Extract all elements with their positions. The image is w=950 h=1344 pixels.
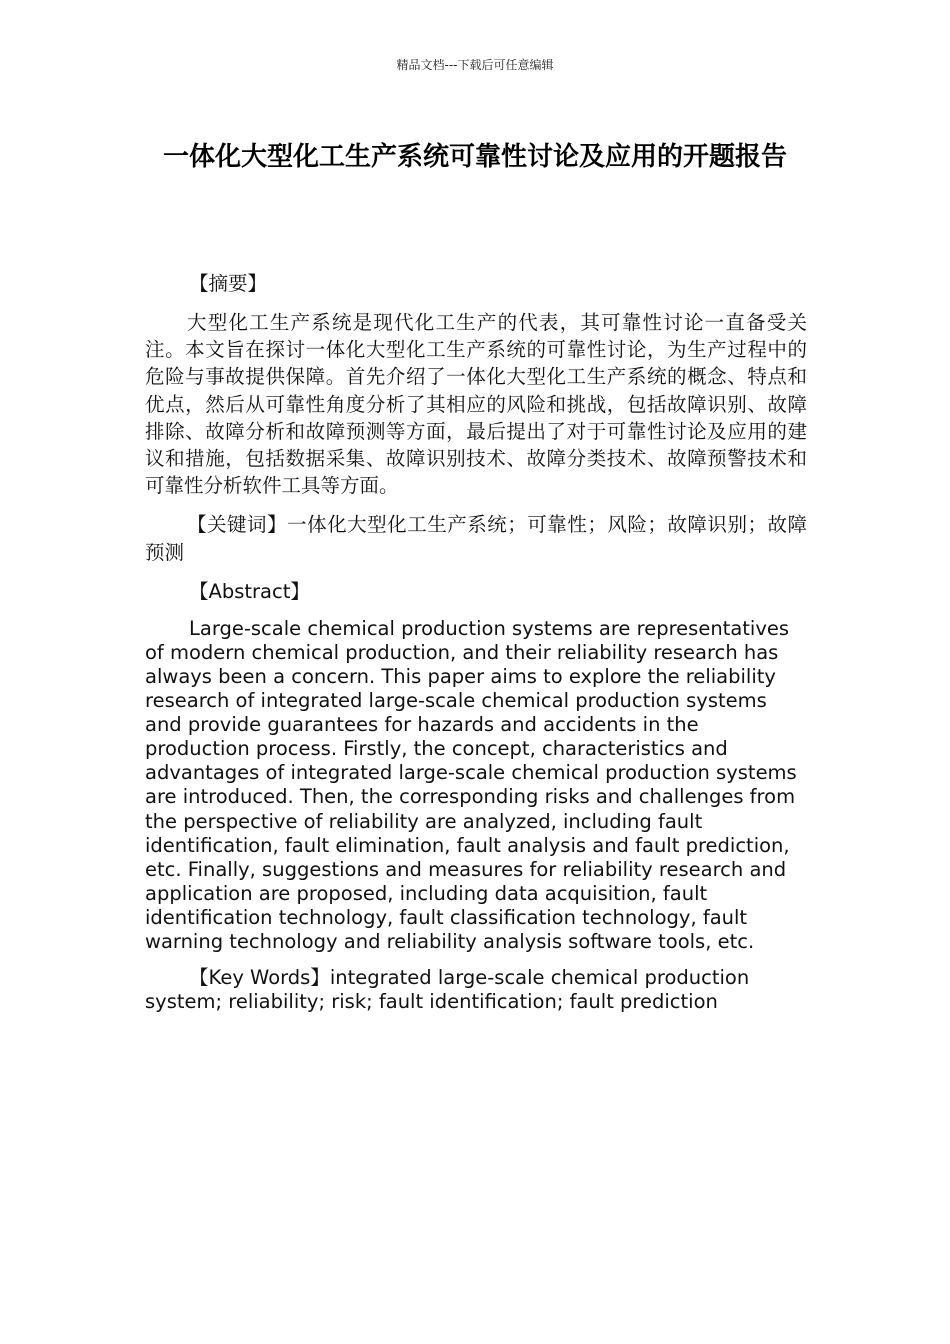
document-title: 一体化大型化工生产系统可靠性讨论及应用的开题报告 <box>162 142 787 172</box>
abstract-cn-heading: 【摘要】 <box>189 272 268 295</box>
keywords-cn <box>145 511 807 565</box>
keywords-en-label: 【Key Words】 <box>189 966 330 990</box>
keywords-cn-label: 【关键词】 <box>187 513 288 537</box>
keywords-cn-text: 一体化大型化工生产系统；可靠性；风险；故障识别；故障预测 <box>145 513 807 564</box>
abstract-en-heading: 【Abstract】 <box>189 579 310 603</box>
keywords-en <box>145 966 807 1014</box>
abstract-en-body: Large-scale chemical production systems are representatives of modern chemical production, and their reliability research has always been a concern. This paper aims to explore the reliability research of integrated large-scale chemical production systems and provide guarantees for hazards and accidents in the production process. Firstly, the concept, characteristics and advantages of integrated large-scale chemical production systems are introduced. Then, the corresponding risks and challenges from the perspective of reliability are analyzed, including fault identification, fault elimination, fault analysis and fault prediction, etc. Finally, suggestions and measures for reliability research and application are proposed, including data acquisition, fault identification technology, fault classification technology, fault warning technology and reliability analysis software tools, etc. <box>145 616 797 954</box>
keywords-en-text: integrated large-scale chemical production system; reliability; risk; fault identification; fault prediction <box>145 966 750 1014</box>
document-body <box>145 270 807 1014</box>
abstract-cn-body: 大型化工生产系统是现代化工生产的代表，其可靠性讨论一直备受关注。本文旨在探讨一体化大型化工生产系统的可靠性讨论，为生产过程中的危险与事故提供保障。首先介绍了一体化大型化工生产系统的概念、特点和优点，然后从可靠性角度分析了其相应的风险和挑战，包括故障识别、故障排除、故障分析和故障预测等方面，最后提出了对于可靠性讨论及应用的建议和措施，包括数据采集、故障识别技术、故障分类技术、故障预警技术和可靠性分析软件工具等方面。 <box>145 311 807 498</box>
page-header-watermark: 精品文档---下载后可任意编辑 <box>396 58 554 72</box>
